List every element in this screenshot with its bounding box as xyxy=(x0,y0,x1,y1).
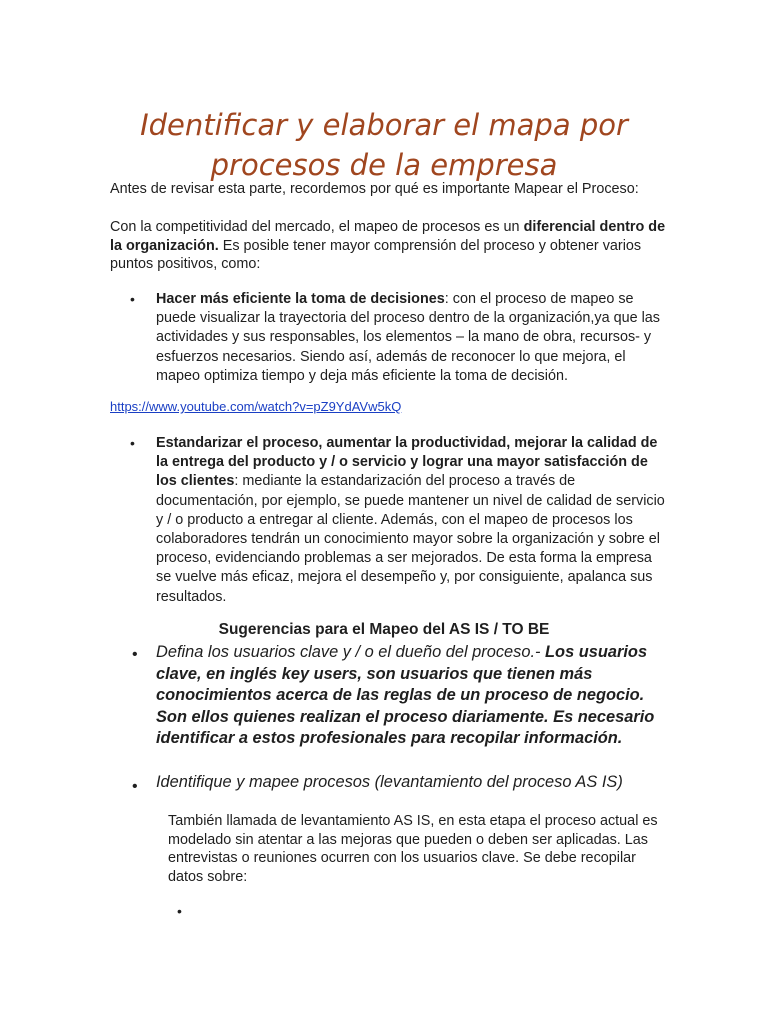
suggestion-key-users xyxy=(156,642,676,750)
list-item-text: : con el proceso de mapeo se puede visualizar la trayectoria del proceso dentro de la organización,ya que las actividades y sus responsables, los elementos – la mano de obra, recursos- y esfuerzos necesarios. Siendo así, además de reconocer lo que mejora, el mapeo optimiza tiempo y deja más eficiente la toma de decisión. xyxy=(156,291,660,384)
list-item-decisions xyxy=(156,290,670,386)
suggestion-bold-italic: Los usuarios clave, en inglés key users, son usuarios que tienen más conocimientos acerca de las reglas de un proceso de negocio. Son ellos quienes realizan el proceso diariamente. Es necesario identificar a estos profesionales para recopilar información. xyxy=(156,643,655,748)
suggestion-map-processes xyxy=(156,772,676,794)
intro-paragraph: Antes de revisar esta parte, recordemos por qué es importante Mapear el Proceso: xyxy=(110,181,639,197)
suggestion-italic: Defina los usuarios clave y / o el dueño del proceso.- xyxy=(156,643,546,661)
section-subheading: Sugerencias para el Mapeo del AS IS / TO BE xyxy=(218,621,550,638)
list-item-bold: Hacer más eficiente la toma de decisiones xyxy=(156,291,445,307)
list-item-text: : mediante la estandarización del proceso a través de documentación, por ejemplo, se puede mantener un nivel de calidad de servicio y / o producto a entregar al cliente. Además, con el mapeo de procesos los colaboradores tendrán un conocimiento mayor sobre la organización y sobre el proceso, evidenciando problemas a ser mejorados. De esta forma la empresa se vuelve más eficaz, mejora el desempeño y, por consiguiente, apalanca sus resultados. xyxy=(156,473,665,605)
page-title: Identificar y elaborar el mapa por procesos de la empresa xyxy=(140,108,628,183)
list-item-standardize xyxy=(156,434,670,607)
list-item-bold: Estandarizar el proceso, aumentar la productividad, mejorar la calidad de la entrega del producto y / o servicio y lograr una mayor satisfacción de los clientes xyxy=(156,435,658,490)
as-is-paragraph: También llamada de levantamiento AS IS, en esta etapa el proceso actual es modelado sin atentar a las mejoras que pueden o deben ser aplicadas. Las entrevistas o reuniones ocurren con los usuarios clave. Se debe recopilar datos sobre: xyxy=(168,813,658,885)
empty-bullet-icon: • xyxy=(177,903,182,919)
competitiveness-paragraph xyxy=(110,218,670,274)
paragraph-bold-text: diferencial dentro de la organización. xyxy=(110,219,666,254)
bullet-icon: • xyxy=(132,646,138,663)
paragraph-text: Es posible tener mayor comprensión del proceso y obtener varios puntos positivos, como: xyxy=(110,237,642,272)
paragraph-text: Con la competitividad del mercado, el mapeo de procesos es un xyxy=(110,219,524,235)
youtube-link[interactable]: https://www.youtube.com/watch?v=pZ9YdAVw5kQ xyxy=(110,399,402,414)
bullet-icon: • xyxy=(130,435,135,451)
bullet-icon: • xyxy=(132,778,138,795)
bullet-icon: • xyxy=(130,291,135,307)
suggestion-italic: Identifique y mapee procesos (levantamiento del proceso AS IS) xyxy=(156,773,623,791)
